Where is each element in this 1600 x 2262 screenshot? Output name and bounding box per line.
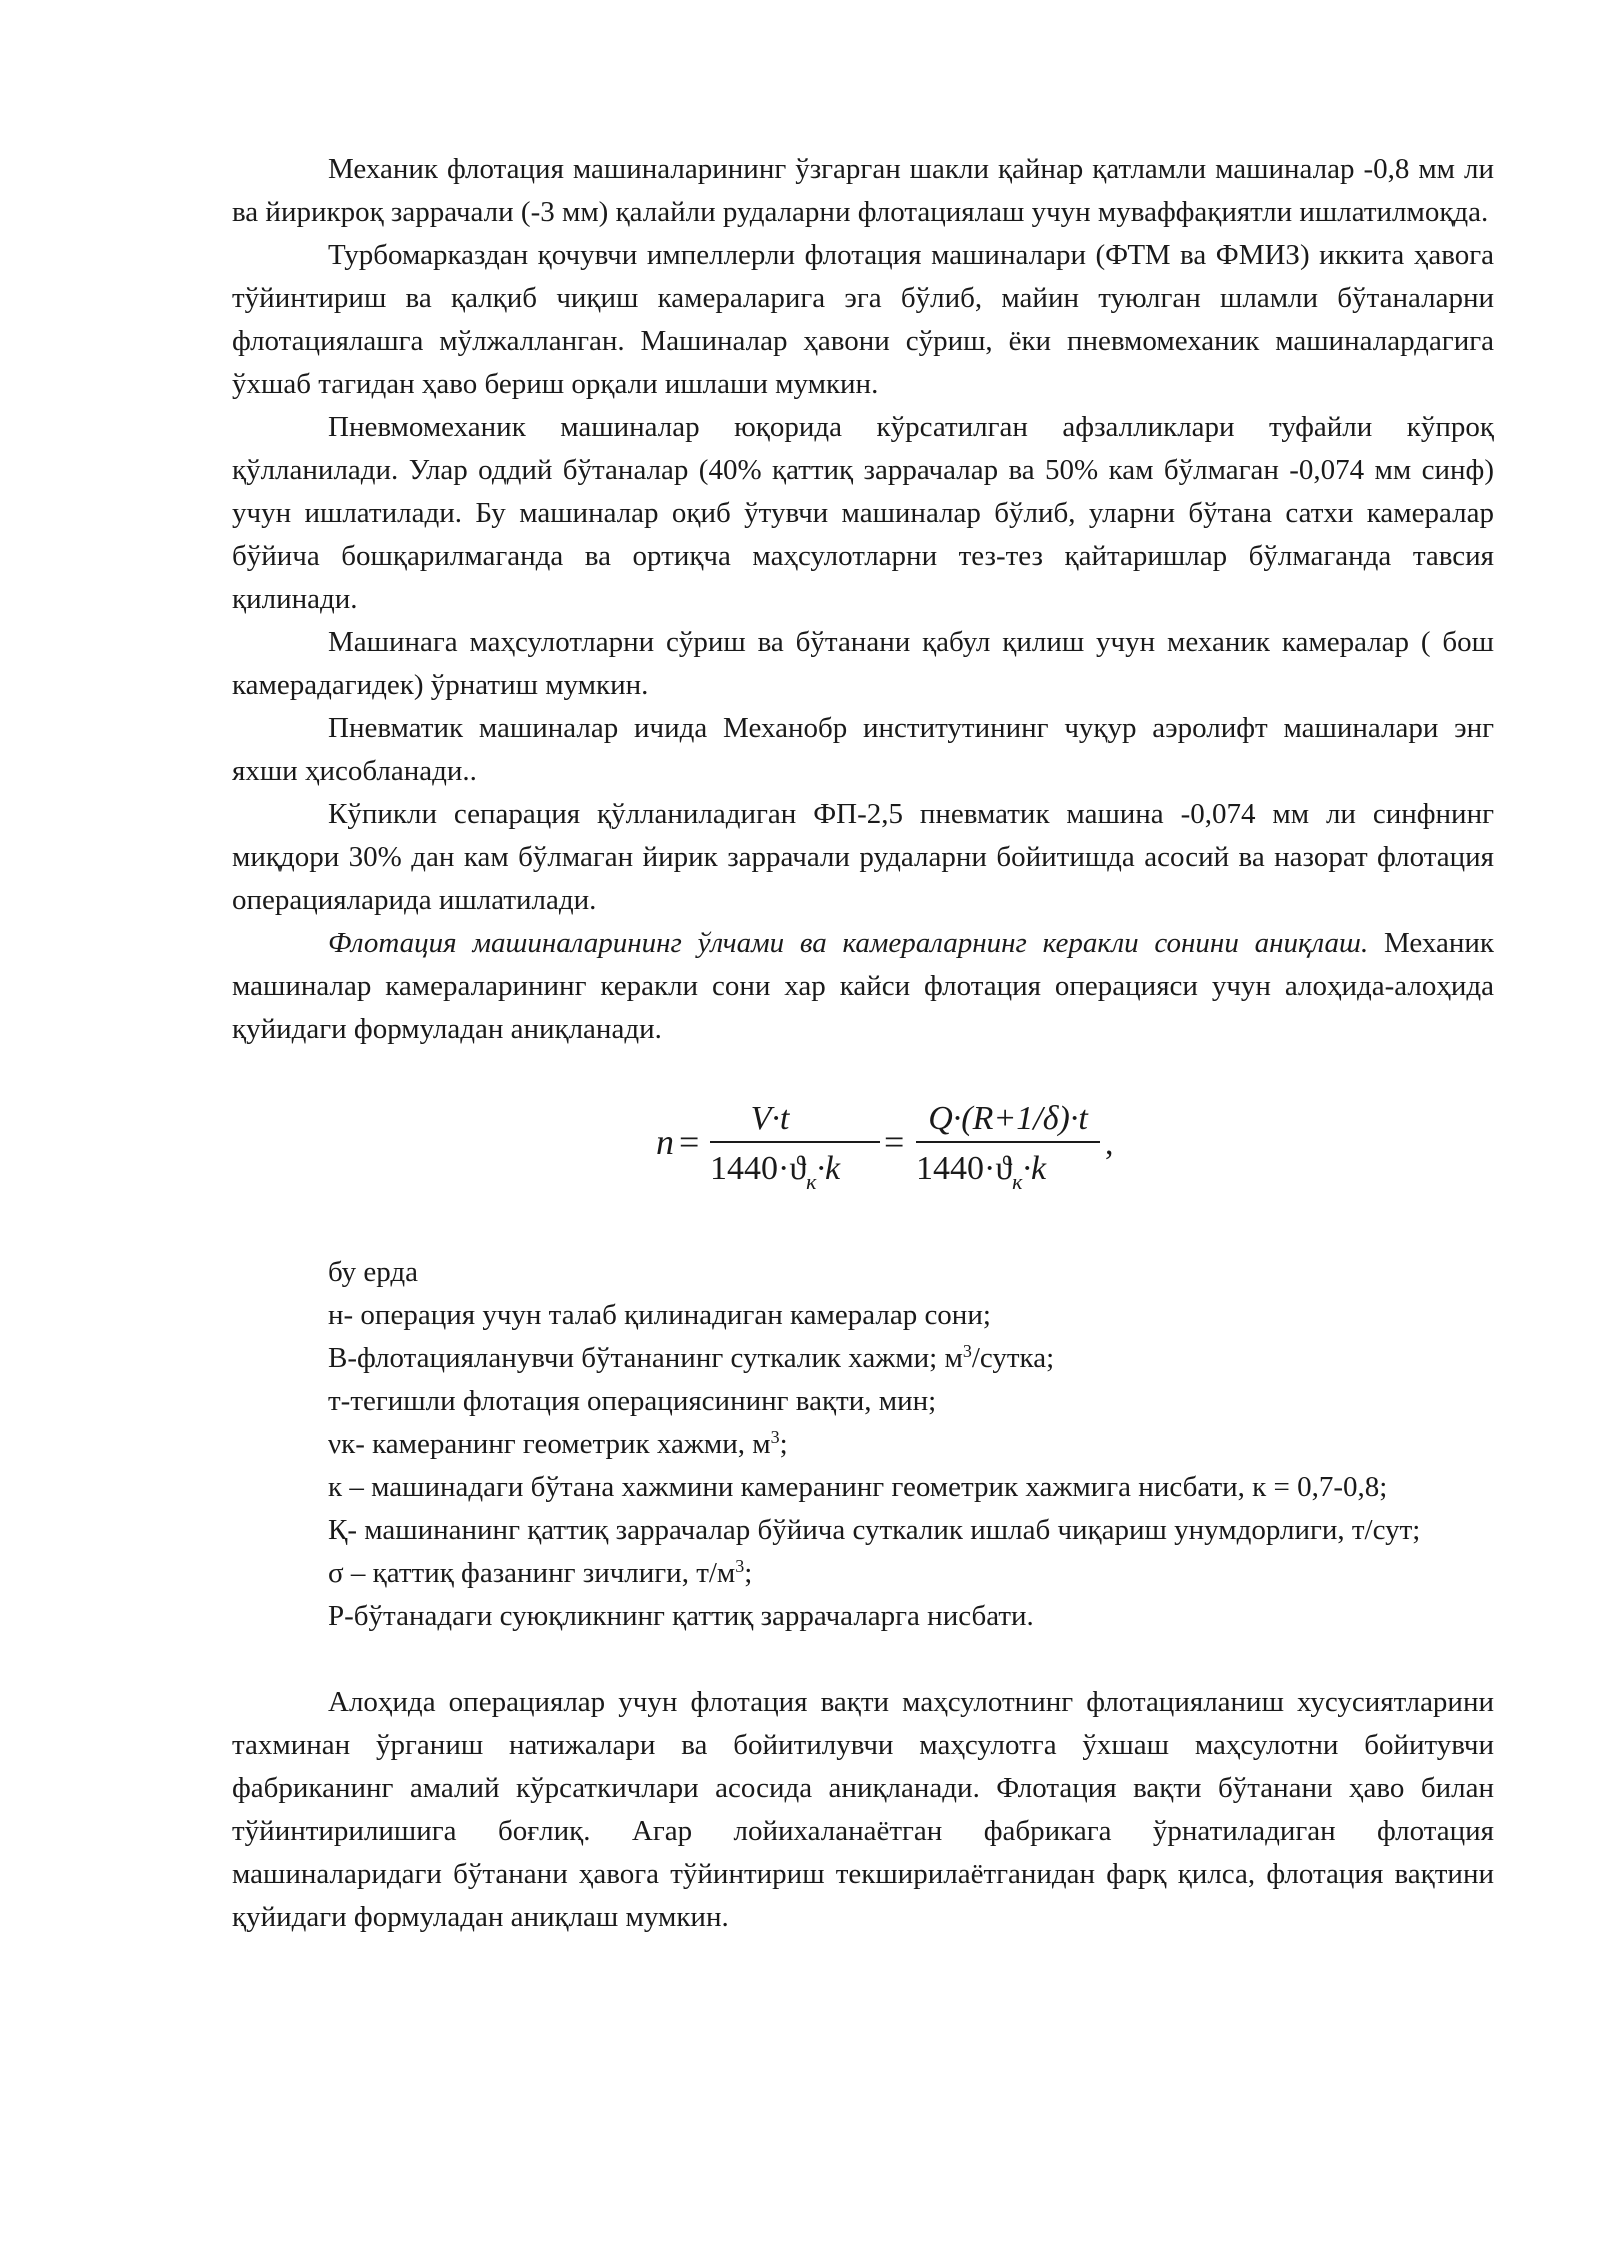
den-1-tail: ·k <box>816 1150 841 1187</box>
definition-8 <box>232 1595 1494 1638</box>
definition-1-text: н- операция учун талаб қилинадиган камералар сони; <box>328 1299 991 1331</box>
definition-7-tail: ; <box>744 1557 753 1589</box>
den-1-main: 1440·ϑ <box>710 1150 807 1187</box>
section-text: Механик машиналар камераларининг керакли сони хар кайси флотация операцияси учун алоҳида-алоҳида қуйидаги формуладан аниқланади. <box>232 927 1494 1045</box>
section-heading: Флотация машиналарининг ўлчами ва камераларнинг керакли сонини аниқлаш. <box>328 927 1369 959</box>
formula-block <box>232 1051 1494 1251</box>
definition-7-text: σ – қаттиқ фазанинг зичлиги, т/м <box>328 1557 736 1589</box>
definition-4 <box>232 1423 1494 1466</box>
den-2-tail: ·k <box>1022 1150 1047 1187</box>
den-1-sub: к <box>806 1169 817 1194</box>
formula-eq-1: = <box>679 1122 700 1162</box>
spacer <box>232 1638 1494 1681</box>
formula-lhs: n <box>656 1122 674 1162</box>
definition-7-sup: 3 <box>735 1556 745 1576</box>
final-paragraph: Алоҳида операциялар учун флотация вақти маҳсулотнинг флотацияланиш хусусиятларини тахминан ўрганиш натижалари ва бойитилувчи маҳсулотга ўхшаш маҳсулотни бойитувчи фабриканинг амалий кўрсаткичлари асосида аниқланади. Флотация вақти бўтанани ҳаво билан тўйинтирилишига боғлиқ. Агар лойихаланаётган фабрикага ўрнатиладиган флотация машиналаридаги бўтанани ҳавога тўйинтириш текширилаётганидан фарқ қилса, флотация вақтини қуйидаги формуладан аниқлаш мумкин. <box>232 1686 1494 1933</box>
paragraph-2: Турбомарказдан қочувчи импеллерли флотация машиналари (ФТМ ва ФМИЗ) иккита ҳавога тўйинтириш ва қалқиб чиқиш камераларига эга бўлиб, майин туюлган шламли бўтаналарни флотациялашга мўлжалланган. Машиналар ҳавони сўриш, ёки пневмомеханик машиналардагига ўхшаб тагидан ҳаво бериш орқали ишлаши мумкин. <box>232 239 1494 400</box>
formula-num-1: V·t <box>750 1100 790 1137</box>
definition-5-text: к – машинадаги бўтана хажмини камеранинг геометрик хажмига нисбати, к = 0,7-0,8; <box>328 1471 1388 1503</box>
definition-6 <box>232 1509 1494 1552</box>
formula-svg <box>232 1051 1494 1251</box>
paragraph-4: Машинага маҳсулотларни сўриш ва бўтанани қабул қилиш учун механик камералар ( бош камерадагидек) ўрнатиш мумкин. <box>232 626 1494 701</box>
paragraph-5: Пневматик машиналар ичида Механобр институтининг чуқур аэролифт машиналари энг яхши ҳисобланади.. <box>232 712 1494 787</box>
definition-6-text: Қ- машинанинг қаттиқ заррачалар бўйича суткалик ишлаб чиқариш унумдорлиги, т/сут; <box>328 1514 1421 1546</box>
definition-7 <box>232 1552 1494 1595</box>
den-2-main: 1440·ϑ <box>916 1150 1013 1187</box>
paragraph-6: Кўпикли сепарация қўлланиладиган ФП-2,5 пневматик машина -0,074 мм ли синфнинг миқдори 30% дан кам бўлмаган йирик заррачали рудаларни бойитишда асосий ва назорат флотация операцияларида ишлатилади. <box>232 798 1494 916</box>
paragraph-1: Механик флотация машиналарининг ўзгарган шакли қайнар қатламли машиналар -0,8 мм ли ва йирикроқ заррачали (-3 мм) қалайли рудаларни флотациялаш учун муваффақиятли ишлатилмоқда. <box>232 153 1494 228</box>
definition-4-sup: 3 <box>770 1427 780 1447</box>
formula-den-1 <box>710 1150 841 1194</box>
definition-5 <box>232 1466 1494 1509</box>
section-paragraph <box>232 922 1494 1051</box>
definition-2-text: В-флотацияланувчи бўтананинг суткалик хажми; м <box>328 1342 963 1374</box>
definition-2-tail: /сутка; <box>971 1342 1055 1374</box>
formula-eq-2: = <box>884 1122 905 1162</box>
document-page <box>232 148 1494 1939</box>
paragraph-3: Пневмомеханик машиналар юқорида кўрсатилган афзалликлари туфайли кўпроқ қўлланилади. Улар оддий бўтаналар (40% қаттиқ заррачалар ва 50% кам бўлмаган -0,074 мм синф) учун ишлатилади. Бу машиналар оқиб ўтувчи машиналар бўлиб, уларни бўтана сатхи камералар бўйича бошқарилмаганда ва ортиқча маҳсулотларни тез-тез қайтаришлар бўлмаганда тавсия қилинади. <box>232 411 1494 615</box>
definition-1 <box>232 1294 1494 1337</box>
den-2-sub: к <box>1012 1169 1023 1194</box>
definition-4-text: νк- камеранинг геометрик хажми, м <box>328 1428 771 1460</box>
formula-den-2 <box>916 1150 1047 1194</box>
definition-3-text: т-тегишли флотация операциясининг вақти, мин; <box>328 1385 937 1417</box>
definition-4-tail: ; <box>779 1428 788 1460</box>
definition-3 <box>232 1380 1494 1423</box>
formula-comma: , <box>1105 1125 1114 1162</box>
definitions-intro: бу ерда <box>328 1256 419 1288</box>
definition-2 <box>232 1337 1494 1380</box>
definition-8-text: Р-бўтанадаги суюқликнинг қаттиқ заррачаларга нисбати. <box>328 1600 1034 1632</box>
definition-2-sup: 3 <box>962 1341 972 1361</box>
formula-num-2: Q·(R+1/δ)·t <box>928 1100 1088 1137</box>
